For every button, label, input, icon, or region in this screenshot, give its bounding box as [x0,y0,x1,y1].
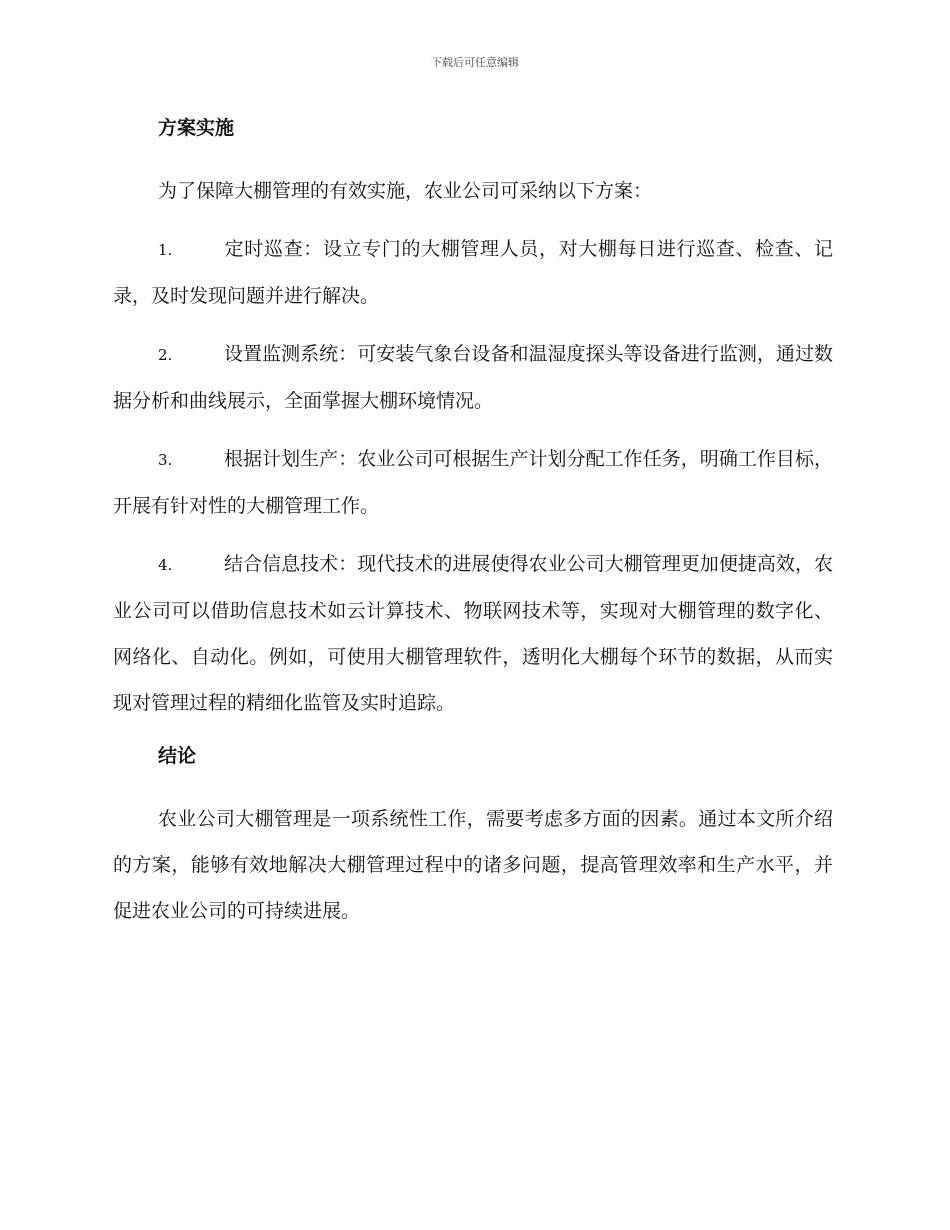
header-note: 下载后可任意编辑 [431,56,519,69]
section-heading-conclusion: 结论 [158,745,197,767]
list-item [113,436,833,529]
list-item-number: 2. [158,346,173,364]
list-item-number: 4. [158,556,173,574]
list-item-text: 定时巡查：设立专门的大棚管理人员，对大棚每日进行巡查、检查、记录，及时发现问题并进行解决。 [113,238,833,307]
document-body [113,110,833,946]
section-heading-implementation: 方案实施 [158,117,235,139]
list-item-text: 结合信息技术：现代技术的进展使得农业公司大棚管理更加便捷高效，农业公司可以借助信息技术如云计算技术、物联网技术等，实现对大棚管理的数字化、网络化、自动化。例如，可使用大棚管理软件，透明化大棚每个环节的数据，从而实现对管理过程的精细化监管及实时追踪。 [113,553,833,714]
list-item-text: 设置监测系统：可安装气象台设备和温湿度探头等设备进行监测，通过数据分析和曲线展示，全面掌握大棚环境情况。 [113,343,833,412]
list-item-number: 3. [158,451,173,469]
list-item-number: 1. [158,241,173,259]
list-item [113,331,833,424]
list-item [113,541,833,726]
conclusion-paragraph: 农业公司大棚管理是一项系统性工作，需要考虑多方面的因素。通过本文所介绍的方案，能够有效地解决大棚管理过程中的诸多问题，提高管理效率和生产水平，并促进农业公司的可持续进展。 [113,808,833,922]
list-item-text: 根据计划生产：农业公司可根据生产计划分配工作任务，明确工作目标，开展有针对性的大棚管理工作。 [113,448,833,517]
intro-paragraph: 为了保障大棚管理的有效实施，农业公司可采纳以下方案： [158,180,653,202]
list-item [113,226,833,319]
